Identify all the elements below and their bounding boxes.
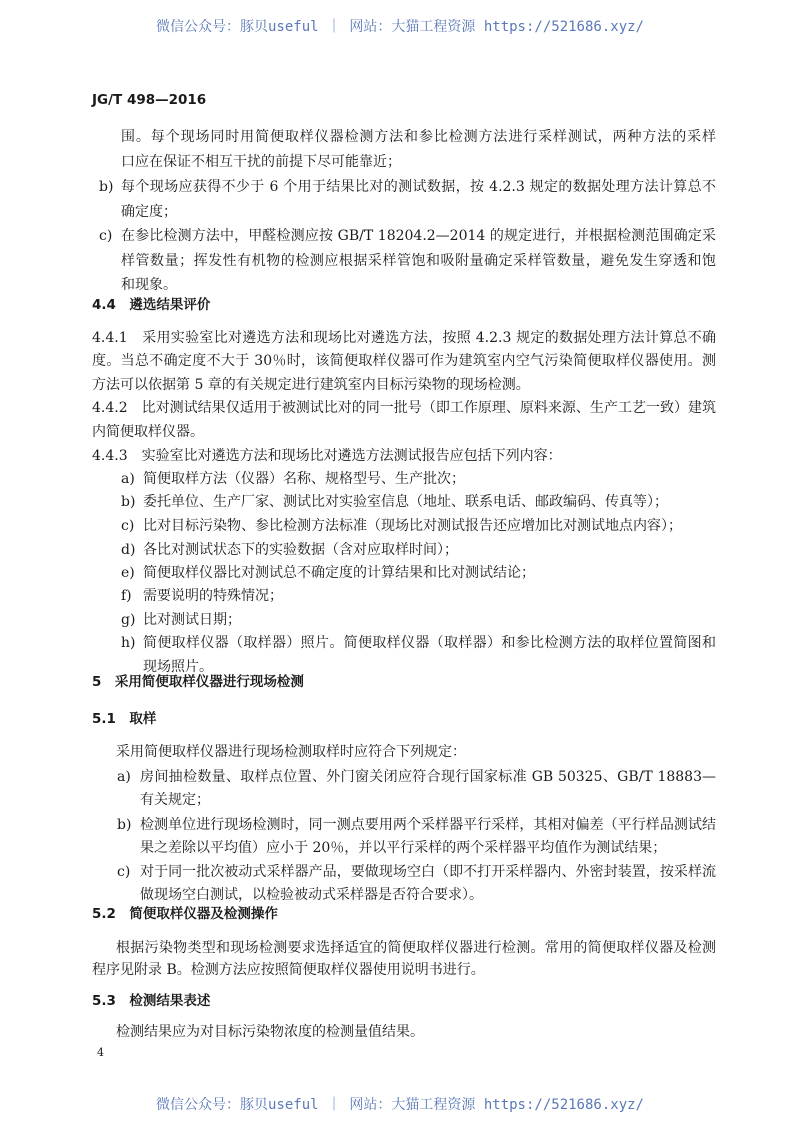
list-item: 比对测试日期；: [143, 612, 241, 628]
para-line: 程序见附录 B。检测方法应按照简便取样仪器使用说明书进行。: [92, 962, 485, 978]
list-label: c): [117, 864, 131, 880]
watermark-bottom: 微信公众号：豚贝useful ｜ 网站：大猫工程资源 https://521686.xyz/: [155, 1097, 644, 1113]
section-heading-5-2: 5.2 简便取样仪器及检测操作: [92, 906, 278, 922]
list-label: f): [121, 588, 132, 604]
list-item: 简便取样方法（仪器）名称、规格型号、生产批次；: [143, 471, 465, 487]
page-number: 4: [97, 1046, 104, 1059]
list-item: 比对目标污染物、参比检测方法标准（现场比对测试报告还应增加比对测试地点内容）；: [143, 518, 682, 534]
list-label: b): [117, 817, 132, 833]
list-label: h): [121, 635, 136, 651]
section-heading-4-4: 4.4 遴选结果评价: [92, 297, 211, 313]
section-heading-5-3: 5.3 检测结果表述: [92, 993, 211, 1009]
list-item: 果之差除以平均值）应小于 20％，并以平行采样的两个采样器平均值作为测试结果；: [140, 840, 667, 856]
watermark-top: 微信公众号：豚贝useful ｜ 网站：大猫工程资源 https://521686.xyz/: [155, 19, 644, 35]
para-line: 4.4.3 实验室比对遴选方法和现场比对遴选方法测试报告应包括下列内容：: [92, 448, 562, 464]
list-label: c): [121, 518, 135, 534]
para-line: 根据污染物类型和现场检测要求选择适宜的简便取样仪器进行检测。常用的简便取样仪器及检测: [116, 940, 716, 956]
para-line: 4.4.1 采用实验室比对遴选方法和现场比对遴选方法，按照 4.2.3 规定的数据处理方法计算总不确: [92, 330, 716, 346]
list-label: a): [117, 769, 131, 785]
list-item: 现场照片。: [143, 659, 213, 675]
para-line: 度。当总不确定度不大于 30％时，该简便取样仪器可作为建筑室内空气污染简便取样仪器使用。测: [92, 353, 716, 369]
para-line: 方法可以依据第 5 章的有关规定进行建筑室内目标污染物的现场检测。: [92, 377, 530, 393]
list-label: c): [99, 228, 113, 244]
list-label: d): [121, 542, 136, 558]
para-line: 和现象。: [121, 277, 177, 293]
list-label: a): [121, 471, 135, 487]
para-line: 围。每个现场同时用简便取样仪器检测方法和参比检测方法进行采样测试，两种方法的采样: [121, 129, 716, 145]
section-heading-5-1: 5.1 取样: [92, 711, 157, 727]
list-item: 各比对测试状态下的实验数据（含对应取样时间）；: [143, 542, 458, 558]
list-item: 对于同一批次被动式采样器产品，要做现场空白（即不打开采样器内、外密封装置，按采样流: [140, 864, 716, 880]
list-item: 简便取样仪器（取样器）照片。简便取样仪器（取样器）和参比检测方法的取样位置简图和: [143, 635, 716, 651]
list-item: 房间抽检数量、取样点位置、外门窗关闭应符合现行国家标准 GB 50325、GB/T 18883—: [140, 769, 716, 785]
para-line: 每个现场应获得不少于 6 个用于结果比对的测试数据，按 4.2.3 规定的数据处理方法计算总不: [121, 179, 716, 195]
standard-number: JG/T 498—2016: [92, 92, 207, 108]
para-line: 在参比检测方法中，甲醛检测应按 GB/T 18204.2—2014 的规定进行，并根据检测范围确定采: [121, 228, 716, 244]
list-item: 委托单位、生产厂家、测试比对实验室信息（地址、联系电话、邮政编码、传真等）；: [143, 494, 668, 510]
para-line: 采用简便取样仪器进行现场检测取样时应符合下列规定：: [116, 744, 466, 760]
list-label: b): [121, 494, 136, 510]
list-item: 检测单位进行现场检测时，同一测点要用两个采样器平行采样，其相对偏差（平行样品测试结: [140, 817, 716, 833]
para-line: 检测结果应为对目标污染物浓度的检测量值结果。: [116, 1024, 424, 1040]
list-label: e): [121, 565, 135, 581]
list-label: g): [121, 612, 136, 628]
para-line: 口应在保证不相互干扰的前提下尽可能靠近；: [121, 154, 401, 170]
para-line: 4.4.2 比对测试结果仅适用于被测试比对的同一批号（即工作原理、原料来源、生产工艺一致）建筑: [92, 400, 716, 416]
list-label: b): [99, 179, 114, 195]
list-item: 有关规定；: [140, 792, 210, 808]
para-line: 样管数量；挥发性有机物的检测应根据采样管饱和吸附量确定采样管数量，避免发生穿透和饱: [121, 253, 716, 269]
list-item: 需要说明的特殊情况；: [143, 588, 283, 604]
list-item: 简便取样仪器比对测试总不确定度的计算结果和比对测试结论；: [143, 565, 535, 581]
para-line: 内简便取样仪器。: [92, 424, 204, 440]
para-line: 确定度；: [121, 204, 177, 220]
list-item: 做现场空白测试，以检验被动式采样器是否符合要求）。: [140, 887, 483, 903]
chapter-heading-5: 5 采用简便取样仪器进行现场检测: [92, 674, 304, 690]
